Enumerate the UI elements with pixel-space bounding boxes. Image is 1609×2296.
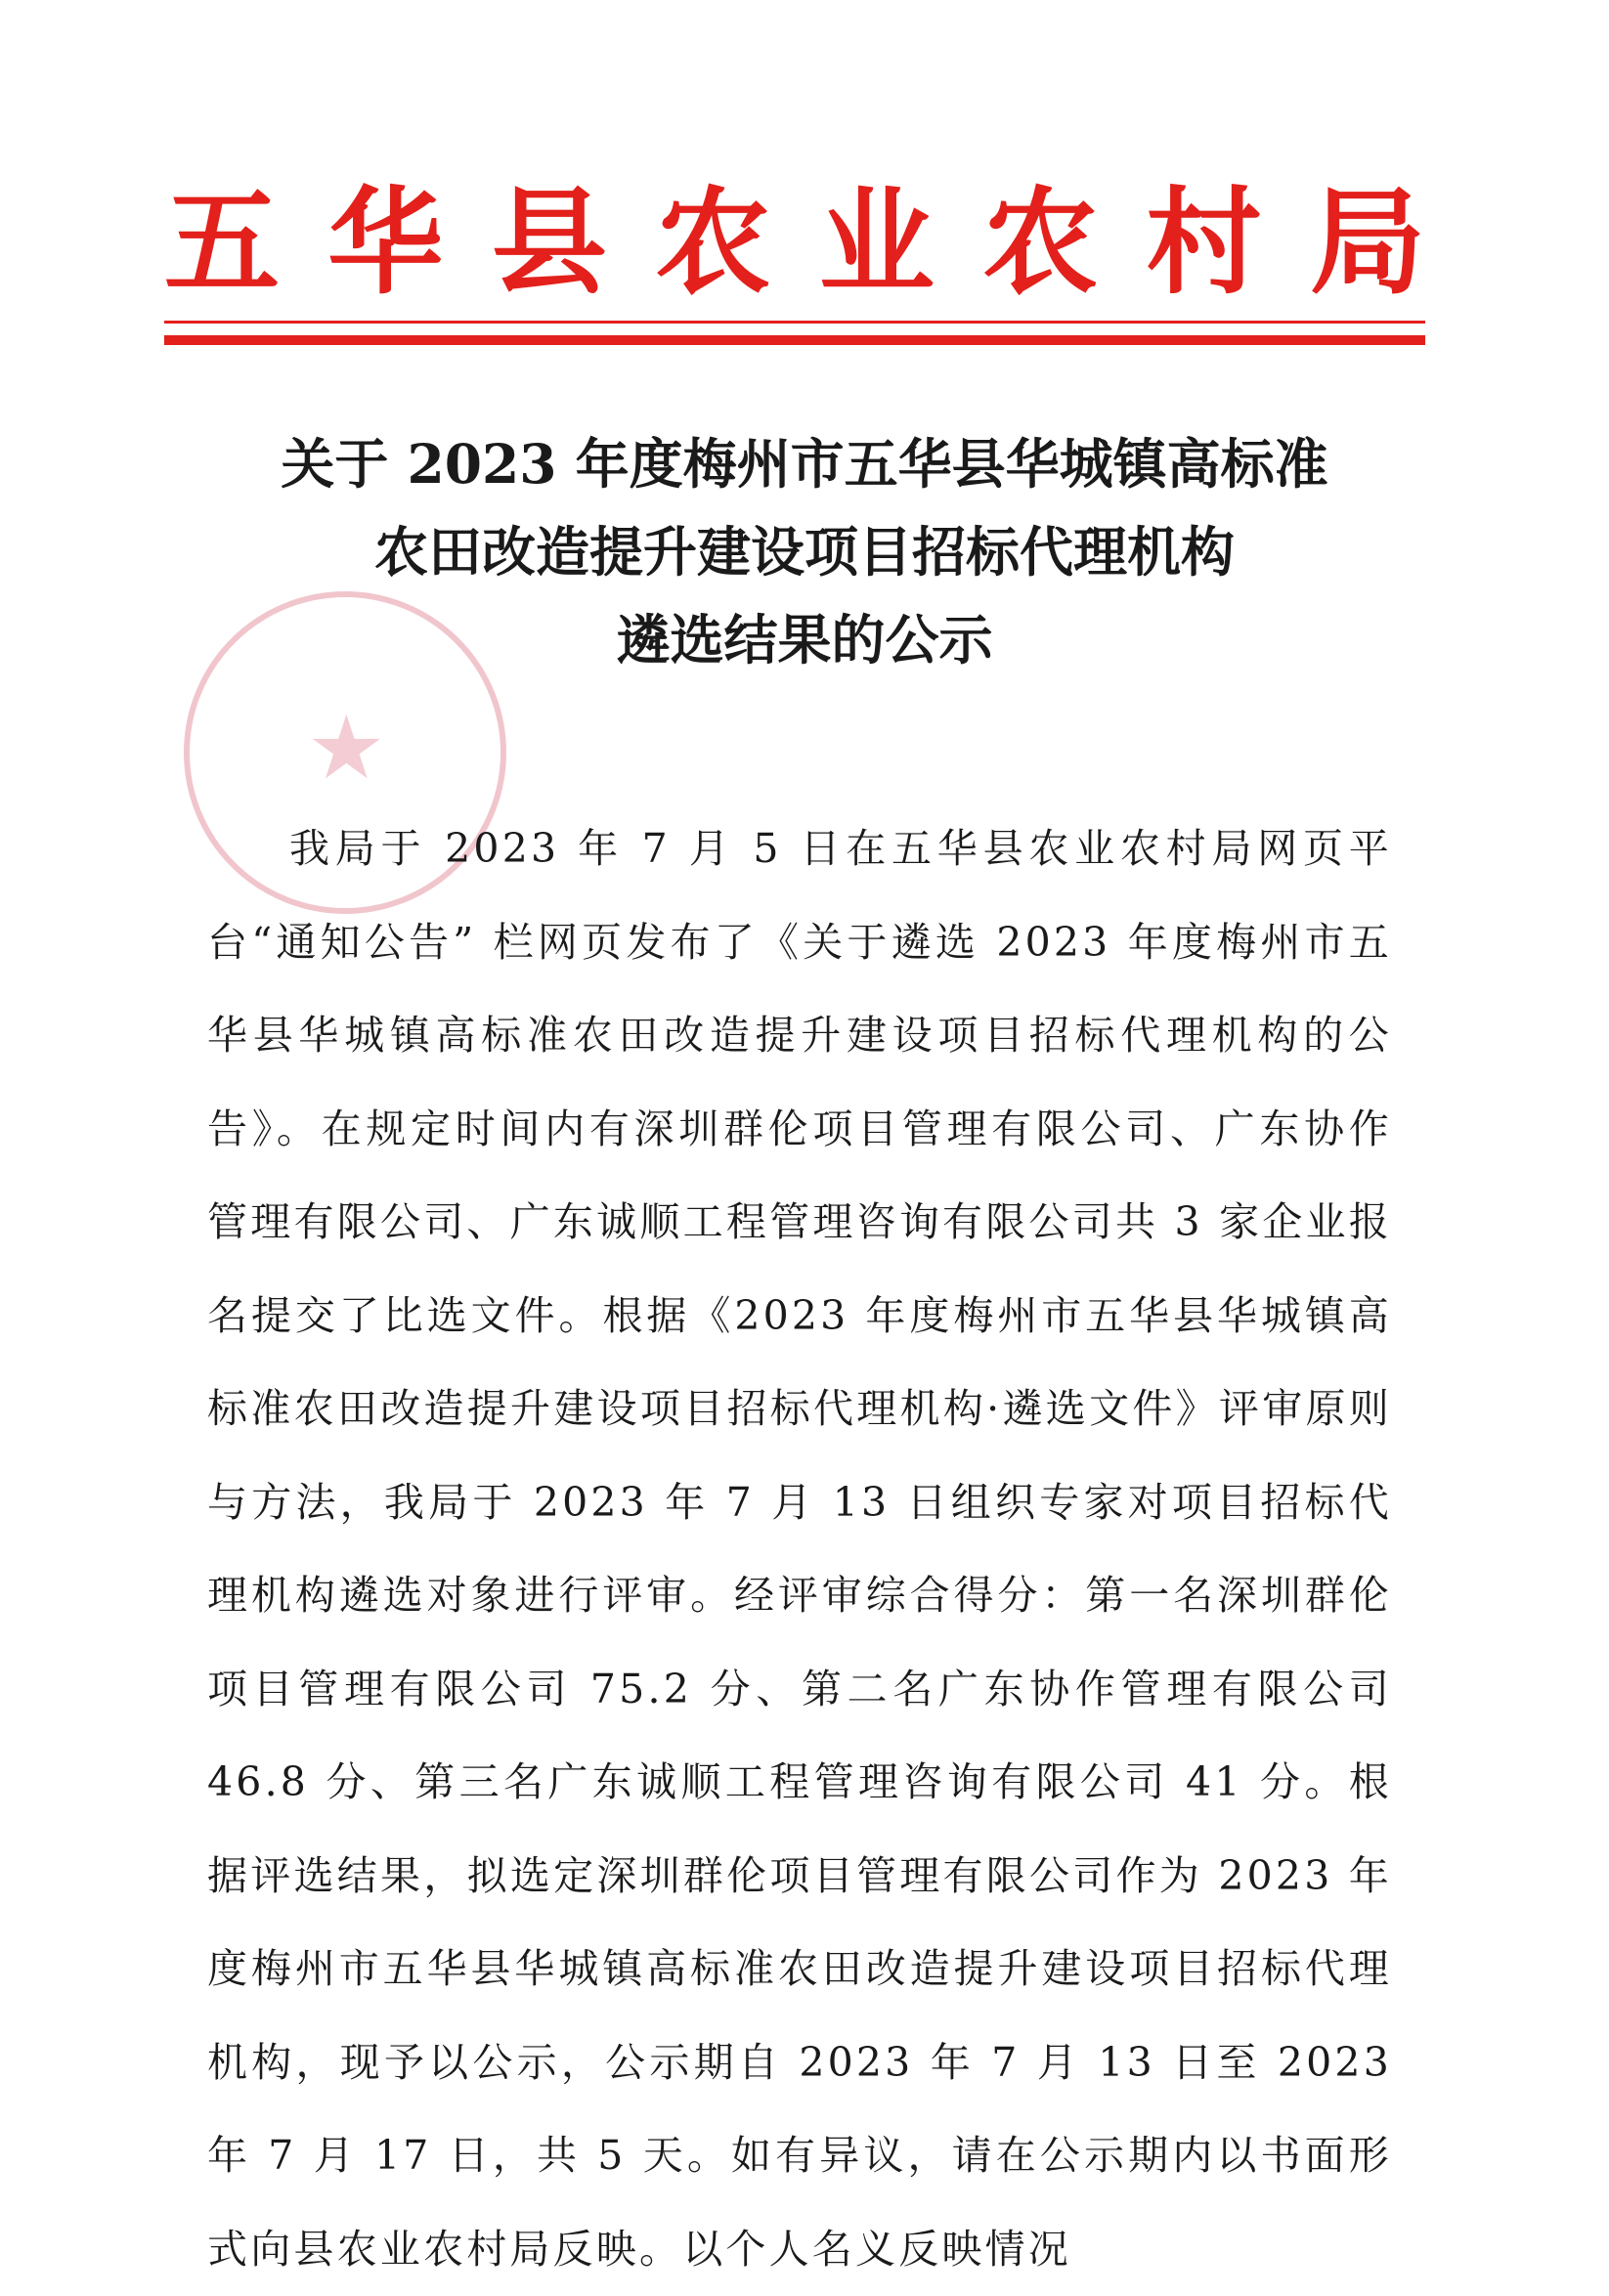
masthead-char: 村 [1146,175,1262,310]
masthead-char: 局 [1309,175,1425,310]
masthead-char: 县 [491,175,607,310]
masthead-char: 五 [164,175,281,310]
notice-title-line-3: 遴选结果的公示 [616,608,993,671]
notice-title-line-1: 关于 2023 年度梅州市五华县华城镇高标准 [281,432,1328,496]
notice-title [156,420,1453,684]
body-paragraph: 我局于 2023 年 7 月 5 日在五华县农业农村局网页平台“通知公告” 栏网页发布了《关于遴选 2023 年度梅州市五华县华城镇高标准农田改造提升建设项目招标代理机构的公告》。在规定时间内有深圳群伦项目管理有限公司、广东协作管理有限公司、广东诚顺工程管理咨询有限公司共 3 家企业报名提交了比选文件。根据《2023 年度梅州市五华县华城镇高标准农田改造提升建设项目招标代理机构·遴选文件》评审原则与方法，我局于 2023 年 7 月 13 日组织专家对项目招标代理机构遴选对象进行评审。经评审综合得分：第一名深圳群伦项目管理有限公司 75.2 分、第二名广东协作管理有限公司 46.8 分、第三名广东诚顺工程管理咨询有限公司 41 分。根据评选结果，拟选定深圳群伦项目管理有限公司作为 2023 年度梅州市五华县华城镇高标准农田改造提升建设项目招标代理机构，现予以公示，公示期自 2023 年 7 月 13 日至 2023 年 7 月 17 日，共 5 天。如有异议，请在公示期内以书面形式向县农业农村局反映。以个人名义反映情况 [207,825,1392,2273]
masthead-char: 农 [982,175,1099,310]
masthead-rule-thin [164,321,1425,324]
masthead-title [164,174,1425,311]
masthead-char: 华 [327,175,444,310]
masthead-char: 农 [655,175,771,310]
masthead-rule-thick [164,335,1425,345]
notice-title-line-2: 农田改造提升建设项目招标代理机构 [373,520,1235,584]
masthead-char: 业 [818,175,935,310]
seal-star-icon: ★ [307,697,386,800]
